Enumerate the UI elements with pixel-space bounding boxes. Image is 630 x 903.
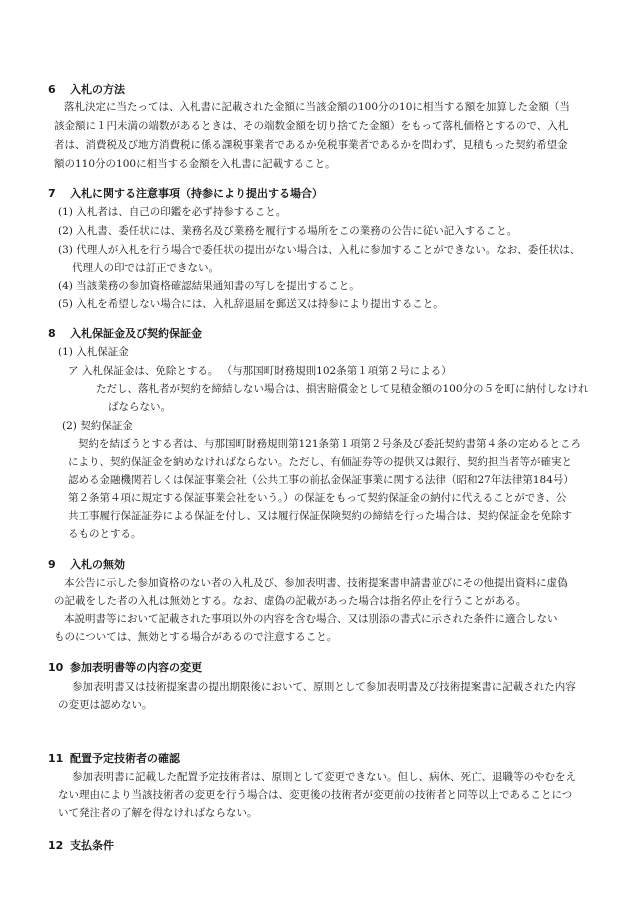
paragraph-line: 参加表明書に記載した配置予定技術者は、原則として変更できない。但し、病休、死亡、退職等のやむをえ [72, 771, 576, 783]
paragraph-line: ものについては、無効とする場合があるので注意すること。 [54, 631, 338, 643]
subsection-heading: (2) 契約保証金 [62, 420, 133, 432]
section-title: 入札に関する注意事項（持参により提出する場合） [70, 187, 323, 200]
paragraph-line: 該金額に１円未満の端数があるときは、その端数金額を切り捨てた金額）をもって落札価格とするので、入札 [54, 120, 569, 132]
paragraph-line: により、契約保証金を納めなければならない。ただし、有価証券等の提供又は銀行、契約担当者等が確実と [68, 456, 572, 468]
paragraph-line: ない理由により当該技術者の変更を行う場合は、変更後の技術者が変更前の技術者と同等以上であることにつ [58, 789, 573, 801]
section-11-heading [48, 751, 180, 767]
paragraph-line: いて発注者の了解を得なければならない。 [58, 807, 258, 819]
section-title: 支払条件 [70, 839, 114, 852]
section-9-heading [48, 557, 125, 573]
list-item: (3) 代理人が入札を行う場合で委任状の提出がない場合は、入札に参加することができない。なお、委任状は、 [58, 244, 581, 256]
list-item-continuation: 代理人の印では訂正できない。 [72, 262, 219, 274]
section-number: 11 [48, 752, 64, 765]
paragraph-line: ただし、落札者が契約を締結しない場合は、損害賠償金として見積金額の100分の５を町に納付しなけれ [96, 383, 589, 395]
paragraph-line: 落札決定に当たっては、入札書に記載された金額に当該金額の100分の10に相当する額を加算した金額（当 [64, 101, 570, 113]
section-title: 入札の方法 [70, 83, 125, 96]
section-title: 参加表明書等の内容の変更 [70, 661, 202, 674]
paragraph-line: の変更は認めない。 [58, 699, 153, 711]
subsection-heading: (1) 入札保証金 [58, 346, 129, 358]
section-number: 7 [48, 187, 56, 200]
section-7-heading [48, 186, 323, 202]
paragraph-line: 本説明書等において記載された事項以外の内容を含む場合、又は別添の書式に示された条件に適合しない [64, 613, 558, 625]
list-item: (2) 入札書、委任状には、業務名及び業務を履行する場所をこの業務の公告に従い記入すること。 [58, 225, 518, 237]
section-number: 8 [48, 327, 56, 340]
section-8-heading [48, 326, 202, 342]
paragraph-line: ばならない。 [108, 401, 171, 413]
paragraph-line: 額の110分の100に相当する金額を入札書に記載すること。 [54, 158, 336, 170]
paragraph-line: るものとする。 [68, 528, 142, 540]
section-number: 10 [48, 661, 64, 674]
section-title: 入札の無効 [70, 558, 125, 571]
list-item: (1) 入札者は、自己の印鑑を必ず持参すること。 [58, 206, 287, 218]
paragraph-line: の記載をした者の入札は無効とする。なお、虚偽の記載があった場合は指名停止を行うことがある。 [54, 595, 527, 607]
section-title: 配置予定技術者の確認 [70, 752, 180, 765]
paragraph-line: 者は、消費税及び地方消費税に係る課税事業者であるか免税事業者であるかを問わず、見積もった契約希望金 [54, 139, 568, 151]
section-6-heading [48, 82, 125, 98]
paragraph-line: 認める金融機関若しくは保証事業会社（公共工事の前払金保証事業に関する法律（昭和27年法律第184号） [68, 474, 574, 486]
paragraph-line: 共工事履行保証証券による保証を付し、又は履行保証保険契約の締結を行った場合は、契約保証金を免除す [68, 510, 572, 522]
paragraph-line: 第２条第４項に規定する保証事業会社をいう。）の保証をもって契約保証金の納付に代えることができ、公 [68, 492, 567, 504]
list-item: (5) 入札を希望しない場合には、入札辞退届を郵送又は持参により提出すること。 [58, 298, 444, 310]
section-title: 入札保証金及び契約保証金 [70, 327, 202, 340]
paragraph-line: 参加表明書又は技術提案書の提出期限後において、原則として参加表明書及び技術提案書に記載された内容 [72, 681, 576, 693]
section-10-heading [48, 660, 202, 676]
paragraph-line: 本公告に示した参加資格のない者の入札及び、参加表明書、技術提案書申請書並びにその他提出資料に虚偽 [64, 577, 568, 589]
list-item: (4) 当該業務の参加資格確認結果通知書の写しを提出すること。 [58, 280, 360, 292]
paragraph-line: 契約を結ぼうとする者は、与那国町財務規則第121条第１項第２号条及び委託契約書第４条の定めるところ [78, 438, 582, 450]
list-item: ア 入札保証金は、免除とする。 （与那国町財務規則102条第１項第２号による） [68, 365, 452, 377]
section-12-heading [48, 838, 114, 854]
section-number: 12 [48, 839, 64, 852]
section-number: 6 [48, 83, 56, 96]
section-number: 9 [48, 558, 56, 571]
